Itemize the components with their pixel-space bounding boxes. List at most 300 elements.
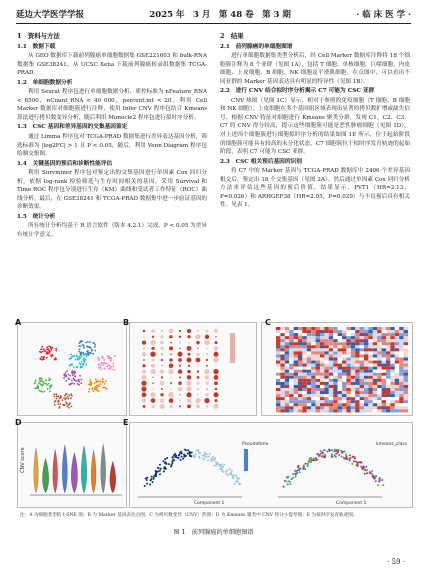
dot-marker [197, 348, 198, 349]
tsne-point [53, 396, 55, 398]
heatmap-cell [351, 336, 355, 339]
heatmap-cell [364, 382, 368, 385]
heatmap-cell [289, 400, 293, 403]
heatmap-cell [316, 358, 320, 361]
heatmap-cell [355, 397, 359, 400]
trajectory-point [371, 473, 373, 475]
dot-marker [151, 364, 155, 368]
heatmap-cell [298, 336, 302, 339]
heatmap-cell [395, 330, 399, 333]
heatmap-cell [333, 388, 337, 391]
trajectory-point [306, 463, 308, 465]
dot-marker [142, 352, 146, 356]
heatmap-cell [390, 406, 394, 409]
tsne-point [65, 375, 67, 377]
paragraph: 从 GEO 数据库下载前列腺癌单细胞数据集 GSE221603 和 bulk-RNA 数据集 GSE38241，从 UCSC Xena 下载前列腺癌转录组数据集 TCGA-PRAD。 [17, 53, 207, 77]
heatmap-cell [338, 409, 342, 412]
heatmap-cell [342, 358, 346, 361]
dot-marker [196, 353, 199, 356]
heatmap-cell [320, 382, 324, 385]
trajectory-point [150, 478, 152, 480]
dot-marker [197, 394, 199, 396]
heatmap-cell [368, 388, 372, 391]
tsne-point [54, 404, 56, 406]
tsne-point [109, 365, 111, 367]
dot-marker [143, 347, 145, 349]
heatmap-cell [386, 327, 390, 330]
dot-marker [168, 369, 174, 375]
heatmap-cell [399, 339, 403, 342]
heatmap-cell [386, 385, 390, 388]
dot-marker [170, 388, 172, 390]
trajectory-point [205, 456, 207, 458]
heatmap-cell [346, 339, 350, 342]
heatmap-cell [329, 370, 333, 373]
heatmap-cell [311, 336, 315, 339]
trajectory-point [177, 457, 179, 459]
heatmap-cell [386, 406, 390, 409]
tsne-point [91, 388, 93, 390]
heatmap-cell [329, 403, 333, 406]
tsne-point [66, 393, 68, 395]
heatmap-cell [386, 358, 390, 361]
heatmap-cell [289, 336, 293, 339]
paragraph: 利用 Survminer 程序包对鉴定出的交集基因进行单因素 Cox 回归分析，依据 log-rank 检验筛选与生存时间相关的基因。采用 Survival 和 Time ROC 程序包分别进行生存（KM）曲线和受试者工作特征（ROC）曲线分析。最后，在 GSE38241 和 TCGA-PRAD 数据集中进一步验证基因的诊断效果。 [17, 170, 207, 211]
heatmap-cell [298, 354, 302, 357]
heatmap-cell [298, 358, 302, 361]
heatmap-cell [364, 397, 368, 400]
paragraph: 所有统计分析均基于 R 语言软件（版本 4.2.1）完成，P < 0.05 为差异有统计学意义。 [17, 223, 207, 239]
heatmap-cell [404, 373, 408, 376]
heatmap-cell [311, 361, 315, 364]
section-heading: 2 结果 [220, 32, 244, 40]
heatmap-cell [395, 385, 399, 388]
heatmap-cell [324, 351, 328, 354]
heatmap-cell [302, 330, 306, 333]
heatmap-cell [289, 388, 293, 391]
heatmap-cell [329, 373, 333, 376]
tsne-point [80, 353, 82, 355]
heatmap-cell [386, 351, 390, 354]
heatmap-cell [382, 400, 386, 403]
trajectory-point [225, 473, 227, 475]
heatmap-cell [302, 394, 306, 397]
heatmap-cell [333, 409, 337, 412]
panel-e-trajectory [129, 422, 413, 508]
heatmap-cell [377, 354, 381, 357]
trajectory-point [303, 464, 305, 466]
trajectory-point [199, 452, 201, 454]
tsne-point [67, 396, 69, 398]
heatmap-cell [280, 354, 284, 357]
heatmap-cell [298, 364, 302, 367]
heatmap-cell [399, 409, 403, 412]
dot-marker [197, 330, 199, 332]
heatmap-cell [302, 367, 306, 370]
dot-marker [188, 353, 191, 356]
trajectory-point [229, 468, 231, 470]
heatmap-cell [329, 400, 333, 403]
trajectory-point [287, 483, 289, 485]
dot-marker [206, 365, 208, 367]
heatmap-cell [382, 385, 386, 388]
heatmap-cell [307, 348, 311, 351]
tsne-point [94, 350, 96, 352]
heatmap-cell [302, 385, 306, 388]
heatmap-cell [377, 379, 381, 382]
panel-b-dotplot [129, 322, 257, 416]
heatmap-cell [285, 391, 289, 394]
tsne-point [106, 366, 108, 368]
trajectory-point [207, 456, 209, 458]
tsne-point [40, 378, 42, 380]
heatmap-cell [338, 379, 342, 382]
dot-marker [143, 405, 146, 408]
trajectory-point [146, 483, 148, 485]
dot-marker [214, 341, 217, 344]
heatmap-cell [329, 327, 333, 330]
heatmap-cell [368, 406, 372, 409]
trajectory-point [324, 449, 326, 451]
heatmap-cell [316, 400, 320, 403]
heatmap-cell [280, 370, 284, 373]
dot-marker [169, 358, 172, 361]
tsne-point [102, 378, 104, 380]
heatmap-cell [294, 345, 298, 348]
heatmap-cell [377, 348, 381, 351]
heatmap-cell [329, 342, 333, 345]
heatmap-cell [373, 409, 377, 412]
heatmap-cell [390, 400, 394, 403]
heatmap-cell [311, 388, 315, 391]
tsne-point [83, 359, 85, 361]
heatmap-cell [404, 345, 408, 348]
heatmap-cell [399, 345, 403, 348]
heatmap-cell [324, 382, 328, 385]
heatmap-cell [360, 358, 364, 361]
heatmap-cell [390, 339, 394, 342]
trajectory-point [335, 456, 337, 458]
heatmap-cell [382, 409, 386, 412]
tsne-point [82, 363, 84, 365]
heatmap-cell [390, 376, 394, 379]
heatmap-cell [320, 376, 324, 379]
tsne-point [94, 344, 96, 346]
heatmap-cell [298, 394, 302, 397]
trajectory-point [315, 457, 317, 459]
tsne-point [40, 358, 42, 360]
heatmap-cell [338, 351, 342, 354]
dot-marker [169, 346, 173, 350]
heatmap-cell [404, 403, 408, 406]
heatmap-cell [373, 336, 377, 339]
heatmap-cell [333, 400, 337, 403]
heatmap-cell [399, 406, 403, 409]
heatmap-cell [302, 400, 306, 403]
tsne-point [69, 375, 71, 377]
tsne-point [105, 363, 107, 365]
heatmap-cell [280, 367, 284, 370]
heatmap-cell [377, 403, 381, 406]
heatmap-cell [316, 336, 320, 339]
tsne-point [82, 353, 84, 355]
heatmap-cell [377, 364, 381, 367]
heatmap-cell [346, 379, 350, 382]
heatmap-cell [316, 364, 320, 367]
trajectory-point [331, 453, 333, 455]
tsne-point [108, 368, 110, 370]
heatmap-cell [368, 354, 372, 357]
tsne-point [47, 388, 49, 390]
tsne-point [78, 381, 80, 383]
heatmap-cell [382, 397, 386, 400]
dot-marker [160, 393, 163, 396]
heatmap-cell [390, 348, 394, 351]
trajectory-point [320, 450, 322, 452]
trajectory-point [230, 473, 232, 475]
heatmap-cell [298, 342, 302, 345]
trajectory-point [379, 479, 381, 481]
tsne-point [77, 357, 79, 359]
heatmap-cell [377, 342, 381, 345]
heatmap-cell [390, 391, 394, 394]
dot-marker [179, 336, 181, 338]
heatmap-cell [320, 397, 324, 400]
heatmap-cell [342, 342, 346, 345]
dot-marker [187, 335, 190, 338]
heatmap-cell [289, 354, 293, 357]
heatmap-cell [355, 336, 359, 339]
trajectory-point [180, 455, 182, 457]
heatmap-cell [302, 382, 306, 385]
tsne-point [87, 341, 89, 343]
trajectory-point [345, 453, 347, 455]
tsne-point [79, 349, 81, 351]
tsne-point [60, 397, 62, 399]
dot-marker [151, 347, 154, 350]
heatmap-cell [368, 345, 372, 348]
heatmap-cell [368, 330, 372, 333]
heatmap-cell [298, 391, 302, 394]
heatmap-cell [311, 409, 315, 412]
heatmap-cell [382, 370, 386, 373]
heatmap-cell [324, 403, 328, 406]
heatmap-cell [289, 345, 293, 348]
dot-marker [160, 398, 164, 402]
heatmap-cell [390, 397, 394, 400]
heatmap-cell [289, 379, 293, 382]
heatmap-cell [316, 339, 320, 342]
heatmap-cell [338, 364, 342, 367]
figure-1 [15, 318, 411, 507]
heatmap-cell [355, 382, 359, 385]
tsne-point [50, 349, 52, 351]
heatmap-cell [355, 391, 359, 394]
heatmap-cell [316, 373, 320, 376]
heatmap-cell [404, 406, 408, 409]
heatmap-cell [307, 376, 311, 379]
heatmap-cell [338, 333, 342, 336]
heatmap-cell [316, 409, 320, 412]
violin-shape [101, 444, 106, 493]
heatmap-cell [399, 403, 403, 406]
heatmap-cell [280, 336, 284, 339]
tsne-point [39, 379, 41, 381]
heatmap-cell [346, 351, 350, 354]
heatmap-cell [329, 409, 333, 412]
dot-marker [151, 405, 154, 408]
heatmap-cell [320, 330, 324, 333]
trajectory-point [353, 460, 355, 462]
tsne-point [99, 367, 101, 369]
tsne-point [50, 386, 52, 388]
tsne-point [90, 379, 92, 381]
heatmap-cell [382, 339, 386, 342]
heatmap-cell [285, 358, 289, 361]
tsne-point [80, 379, 82, 381]
heatmap-cell [342, 394, 346, 397]
heatmap-cell [368, 391, 372, 394]
heatmap-cell [377, 394, 381, 397]
traj-x-label: Component 1 [194, 501, 225, 506]
tsne-point [53, 393, 55, 395]
tsne-point [73, 383, 75, 385]
heatmap-cell [294, 382, 298, 385]
heatmap-cell [351, 364, 355, 367]
trajectory-point [369, 472, 371, 474]
tsne-point [76, 356, 78, 358]
trajectory-point [310, 461, 312, 463]
heatmap-cell [368, 348, 372, 351]
heatmap-cell [294, 339, 298, 342]
trajectory-point [382, 484, 384, 486]
heatmap-cell [302, 388, 306, 391]
tsne-point [71, 395, 73, 397]
heatmap-cell [298, 388, 302, 391]
heatmap-cell [351, 403, 355, 406]
heatmap-cell [285, 406, 289, 409]
tsne-point [109, 357, 111, 359]
heatmap-cell [364, 379, 368, 382]
heatmap-cell [298, 361, 302, 364]
trajectory-point [364, 473, 366, 475]
tsne-point [43, 358, 45, 360]
dot-marker [195, 334, 200, 339]
dot-marker [142, 341, 146, 345]
heatmap-cell [346, 333, 350, 336]
trajectory-point [214, 457, 216, 459]
tsne-point [68, 383, 70, 385]
heatmap-cell [338, 400, 342, 403]
tsne-point [90, 347, 92, 349]
heatmap-cell [329, 333, 333, 336]
dot-marker [206, 330, 209, 333]
trajectory-point [285, 481, 287, 483]
dot-marker [186, 386, 191, 391]
heatmap-cell [404, 400, 408, 403]
heatmap-cell [320, 345, 324, 348]
subsection-heading: 2.3 CSC 相关预后基因的识别 [220, 158, 302, 165]
heatmap-cell [377, 339, 381, 342]
heatmap-cell [364, 406, 368, 409]
heatmap-cell [386, 379, 390, 382]
trajectory-point [348, 457, 350, 459]
heatmap-cell [289, 342, 293, 345]
heatmap-cell [338, 342, 342, 345]
heatmap-cell [342, 351, 346, 354]
tsne-point [112, 363, 114, 365]
heatmap-cell [324, 406, 328, 409]
trajectory-point [163, 468, 165, 470]
tsne-point [92, 353, 94, 355]
tsne-point [101, 382, 103, 384]
heatmap-cell [368, 379, 372, 382]
dot-marker [213, 392, 218, 397]
tsne-point [72, 374, 74, 376]
heatmap-cell [280, 361, 284, 364]
dot-marker [196, 341, 199, 344]
heatmap-cell [276, 330, 280, 333]
dot-marker [197, 376, 200, 379]
trajectory-point [360, 461, 362, 463]
trajectory-point [187, 449, 189, 451]
heatmap-cell [298, 403, 302, 406]
tsne-point [114, 369, 116, 371]
heatmap-cell [289, 373, 293, 376]
tsne-point [70, 393, 72, 395]
heatmap-cell [289, 406, 293, 409]
trajectory-point [316, 459, 318, 461]
heatmap-cell [302, 333, 306, 336]
heatmap-cell [329, 388, 333, 391]
tsne-point [85, 342, 87, 344]
heatmap-cell [307, 403, 311, 406]
heatmap-cell [373, 330, 377, 333]
tsne-point [83, 347, 85, 349]
heatmap-cell [316, 391, 320, 394]
dot-marker [169, 335, 172, 338]
heatmap-cell [404, 385, 408, 388]
heatmap-cell [324, 348, 328, 351]
heatmap-cell [346, 388, 350, 391]
trajectory-point [288, 480, 290, 482]
dot-marker [188, 365, 190, 367]
heatmap-cell [404, 330, 408, 333]
dot-marker [187, 404, 191, 408]
heatmap-cell [311, 373, 315, 376]
trajectory-point [168, 463, 170, 465]
heatmap-cell [395, 333, 399, 336]
dot-color-scale [230, 333, 235, 363]
tsne-point [94, 346, 96, 348]
heatmap-cell [346, 336, 350, 339]
heatmap-cell [285, 379, 289, 382]
heatmap-cell [404, 361, 408, 364]
heatmap-cell [280, 394, 284, 397]
heatmap-cell [346, 367, 350, 370]
trajectory-point [179, 459, 181, 461]
dot-marker [205, 335, 209, 339]
heatmap-cell [351, 330, 355, 333]
heatmap-cell [377, 361, 381, 364]
tsne-point [37, 387, 39, 389]
heatmap-cell [373, 364, 377, 367]
tsne-point [85, 364, 87, 366]
heatmap-cell [276, 348, 280, 351]
dot-marker [206, 388, 207, 389]
heatmap-cell [342, 388, 346, 391]
paragraph: CNV 热图（见图 1C）显示，相对于参照的免疫细胞（T 细胞、B 细胞和 NK 细胞），上皮细胞在多个基因组区域表现出显著的拷贝数扩增或缺失信号。根据 CNV 特征对细胞进行 Kmeans 聚类分群，发现 C1、C2、C3、C7 的 CNV 得分较高，提示这些细胞簇可能是恶性肿瘤细胞（见图 1D）。对上述四个细胞簇进行细胞拟时序分析的结果如图 1E 所示，位于起始阶段的细胞簇可能具有较高的未分化状态，C7 细胞簇位于拟时序发育轨迹的起始阶段，表明 C7 可能为 CSC 亚群。 [220, 97, 410, 156]
